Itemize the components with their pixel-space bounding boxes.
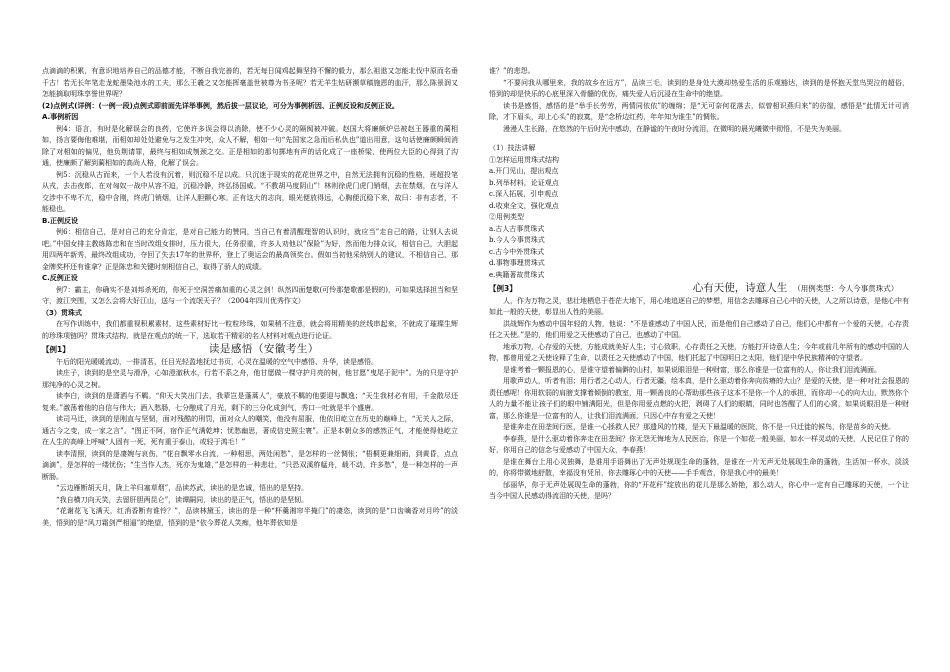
list-item: b.列举材料，论证观点 — [489, 178, 559, 187]
paragraph: “不要问我从哪里来，我的故乡在远方”，品读三毛，读到的是身处大漠却热爱生活的乐观豁达，读到的是怀抱天堂鸟哭泣的超俗，悟到的却是快乐的心底里深入骨髓的优伤，痛失爱人后沉浸在生命中的绝望。 — [489, 78, 909, 98]
list-item: d.收束全文，强化观点 — [489, 201, 559, 210]
example-title: 读是感悟（安徽考生） — [208, 343, 319, 355]
paragraph: 是谁奔走在田垄间行医，是谁一心拯救人民？那遗风的竹楼，是天下最温暖的医院，你不是一只迁徙的候鸟，你是苗乡的天使。 — [503, 423, 895, 431]
example-title: 心有天使，诗意人生 — [692, 282, 788, 294]
example-label: 【例3】 — [489, 284, 517, 293]
paragraph: 读司马迁，读到的是刚直与坚韧，面对残酷的刑罚，面对众人的嘲笑，他没有屈服，他依旧屹立在历史的巅峰上，“无关人之际，通古今之变，成一家之言”。“图正不阿，宿作正气满乾坤；忧愁幽思，著成信史照尘寰”。正是本朝众多的感然正气，才能使得他屹立在人生的高峰上呼喊“人固有一死，死有重于泰山，或轻于鸿毛！” — [42, 415, 458, 446]
list-item: a.开门见山，提出观点 — [489, 167, 559, 175]
right-column — [489, 66, 909, 503]
list-item: ①怎样运用贯珠式结构 — [489, 155, 559, 164]
section-heading: (2)点例式(详例：(一例一段)点例式即前面先详举事例，然后拔一层议论，可分为事例析因、正例反设和反例正设。 — [42, 101, 399, 110]
paragraph: 在写作训练中，我们都重视积累素材，这些素材好比一粒粒珍珠，如果稍不注意，就会将用精美的丝线串起来，不就成了璀璨生辉的珍珠项链吗？贯珠式结构，就是在观点的统一下，选取若干精彩的名人材料对观点进行论证。 — [42, 320, 458, 340]
paragraph: “我自横刀向天笑，去留肝胆两昆仑”，读谭嗣同，读出的是正气，悟出的是坚韧。 — [56, 495, 309, 504]
paragraph: 是谁在舞台上用心灵独舞，是谁用手语舞出了无声处规现生命的蓬勃，是谁在一片无声无处展现生命的蓬勃，生活加一杯水，淡淡的，你将带微地舒散，幸福没有凭吊，你去雕琢心中的天使——手手观音，你是我心中的最美！ — [489, 457, 909, 477]
list-item: ②用例类型 — [489, 213, 524, 221]
list-item: b.今人今事贯珠式 — [489, 236, 545, 244]
paragraph: 读李白，读到的是潇洒与不羁。“仰天大笑出门去，我辈岂是蓬蒿人”，豪放不羁的他要迎与飘逸；“天生我材必有用，千金散尽还复来。”激荡着他的自信与伟大；酒入愁肠，七分酿成了月光，剩下的三分化成剑气，秀口一吐就是半个盛唐。 — [42, 392, 458, 412]
paragraph: 人，作为万物之灵，悲壮地栖息于苍茫大地下，用心地追逐自己的梦想，用信念去雕琢自己心中的天使，人之所以诗意，是他心中有如此一般的天使，彰显出人性的美丽。 — [489, 296, 909, 316]
paragraph: 洪战辉作为感动中国年轻的人物，他说：“不是谁感动了中国人民，而是他们自己感动了自己，他们心中都有一个爱的天使，心存责任之天使。”是的，他们用爱之天使感动了自己，也感动了中国。 — [489, 319, 909, 339]
list-item: d.事物事理贯珠式 — [489, 259, 545, 267]
paragraph: 李春燕，是什么驱动着你奔走在田垄间？你无怨无悔地为人民医治，你是一个如花一般美丽，如水一样灵动的天使，人民记住了你的好，你用自己的信念与爱感动了中国大众，李春燕！ — [489, 434, 909, 454]
paragraph: 读书是感悟，感悟的是“举手长劳劳，两情同依依”的缠绵；是“无可奈何花落去，似曾相识燕归来”的彷徨，感悟是“此情无计可消除，才下眉头，却上心头”的寂寞，是“念桥边红药，年年知为谁生”的惆怅。 — [489, 101, 909, 121]
subsection-heading: A.事例析因 — [42, 113, 79, 121]
paragraph: 例5：沉稳从古而来，一个人若没有沉着，则沉稳不足以成。只沉迷于现实的花花世界之中，自然无法拥有沉稳的性格，班超投笔从戎，去击夜郎，在对匈奴一战中从容不迫，沉稳冷静，终弘扬国威。“不教胡马度阴山”！林则徐虎门虎门销烟，去在禁烟，在与洋人交涉中不卑不亢，稳中含刚，终虎门销烟，让洋人胆颤心寒。正有这大的志向，眼光便放得远，心胸便沉稳下来，故曰：非有志者，不能稳也。 — [42, 170, 458, 213]
paragraph: “云边雁断胡天月，陇上羊归塞草烟”，品读苏武，读出的是忠诚，悟出的是坚持。 — [56, 484, 309, 492]
list-item: c.深入拓展，引申观点 — [489, 190, 559, 198]
paragraph: 例4：语言，有时是化解误会的良药，它使许多误会得以消除，使不少心灵的隔阂被冲破。赵国大将廉颇炉忌被赵王器重的蔺相如，扬言要侮他难堪，而相如却处处避免与之发生冲突，众人不解，相如一句“先国家之急而后私仇也”道出用意，这句话使廉颇瞬间消除了对相如的偏见，他负荆请罪，最终与相如成刎颈之交。正是相如的那句掷地有声的话化成了一座桥梁，使两位大臣的心得到了沟通，使廉颇了解到蔺相如的高尚人格，化解了误会。 — [42, 124, 458, 167]
paragraph: 邰丽华，你于无声处展现生命的蓬勃，你的“开花秆”绽放出的花儿是那么娇艳，那么动人，你心中一定有自己雕琢的天使，一个让当今中国人民感动得流泪的天使，是吗？ — [489, 480, 909, 500]
list-item: a.古人古事贯珠式 — [489, 224, 545, 233]
example-3-header — [489, 283, 909, 295]
paragraph: 点滴滴的积累，有意识地培养自己的品德才能，不断自我完善的，若无每日闻鸡起舞坚持不懈的毅力，那么祖逖又怎能北伐中原而名垂千古！若无长年笔走龙蛇墨染池水的工夫，那么王羲之又怎能挥毫盖世被尊为书圣呢？若无羊生钻研濒草稿施恩的血汗，那么陈景润又怎能摘取明珠享誉世界呢？ — [42, 67, 458, 98]
section-heading: （3）贯珠式 — [42, 308, 82, 317]
left-column — [42, 66, 458, 529]
paragraph: 地承万物，心存爱的天使，方能成就美好人生；寸心致职，心存责任之天使，方能打开诗意人生；今年或前几年所有的感动中国的人物，都曾用爱之天使诠释了生命，以责任之天使感动了中国，他们托起了中国明日之太阳，他们是中华民族精神的守望者。 — [489, 342, 909, 362]
example-subtitle: （用例类型：今人今事贯珠式） — [793, 284, 899, 293]
paragraph: 是谁考着一颗报恩的心，是谁守望着偏僻的山村，如果说眼泪是一种财富，那么你谁是一位富有的人，你让我们泪流满面。 — [503, 365, 881, 374]
list-heading: （1）技法讲解 — [489, 144, 536, 152]
list-item: c.古今中外贯珠式 — [489, 247, 545, 256]
paragraph: 读庄子，读到的是空灵与滑净，心如澄澈秋水，行若不系之舟，他甘愿做一棵守护月亮的树，他甘愿”曳尾于泥中”。为的只是守护那纯净的心灵之树。 — [42, 369, 458, 389]
paragraph: 谁？”的悲怨。 — [489, 67, 535, 75]
paragraph: 例6：相信自己，是对自己的充分肯定，是对自己能力的赞同，当自己有着清醒理智的认识时，就应当”走自己的路，让别人去说吧。”中国女排主教练陈忠和在当时改组女排时，压力很大，任务很重，许多人劝他以”保险”为好，然而他力排众议，相信自己，大胆起用四两年新秀，最终改组成功，夺回了失去17年的世界杯，登上了奥运会的最高领奖台。假如当初他采纳别人的建议，不相信自己，那金牌奖杯还有谁拿？正是陈忠和关键时刻相信自己，取得了骄人的成绩。 — [42, 228, 458, 271]
subsection-heading: B.正例反设 — [42, 216, 78, 225]
paragraph: 例7：霸主，你确实不是刘邦杀死的，你死于空洞苦痛加重的心灵之剑！纵然四面楚歌(可怜那楚歌都是假的)，可如果选择担当和坚守，渡江突围，又怎么会将大好江山，送与一个流氓天子？（2004年四川优秀作文） — [42, 285, 458, 305]
paragraph: 午后的阳光暖暖流动，一排清茗，任目光轻盈地抚过书页，心灵在温暖的空气中感悟、升华，读是感悟。 — [56, 357, 378, 366]
example-1-header — [42, 344, 458, 356]
list-item: e.典籍著故贯珠式 — [489, 270, 545, 279]
example-label: 【例1】 — [42, 345, 70, 354]
paragraph: 读李清照，读到的是凄婉与哀伤，“花自飘零水自流，一种相思，两处闲愁”，是怎样的一丝惆怅；“梧桐更兼细雨，到黄昏，点点滴滴”，是怎样的一缕忧伤；“生当作人杰，死亦为鬼雄，”是怎样的一种悲壮，“只恐双溪舴艋舟，载不动，许多愁”，是一种怎样的一声断肠。 — [42, 449, 458, 481]
paragraph: 漫漫人生长路，在悠然的午后时光中感动，在静谧的午夜时分流泪，在微明的晨光曦微中彻悟，不是失为美丽。 — [503, 124, 846, 133]
subsection-heading: C.反例正设 — [42, 274, 78, 282]
paragraph: 用歌声动人，听者有泪；用行者之心动人，行者无疆，绘本真，是什么驱动着你奔向贫瘠的大山？是爱的天使，是一种对社会报恩的责任感呢！你用软弱的肩膀支撑着倾倒的教室，用一颗善良的心帮助那些孩子这本不是你一个人的承担，而你却一心的向大山，默然你个人的力量不能让孩子们的眼中铺满阳光，但是你用爱点燃的火把，剥碍了人们的眼睛，同时也答醒了人们的心窝，如果说眼泪是一种财富，那么你谁是一位富有的人，让我们泪流满面，只因心中存有爱之天使！ — [489, 377, 909, 420]
paragraph: “花谢花飞飞满天，红消香断有谁怜？”，品读林黛玉，读出的是一种“杯羹湘帘半掩门”的凄恣，读到的是“口齿噙香对月吟”的淡美，悟到的是“风刀霜剑严相逼”的绝望，悟到的是“依今葬花人笑痴，他年葬依知是 — [42, 507, 458, 527]
